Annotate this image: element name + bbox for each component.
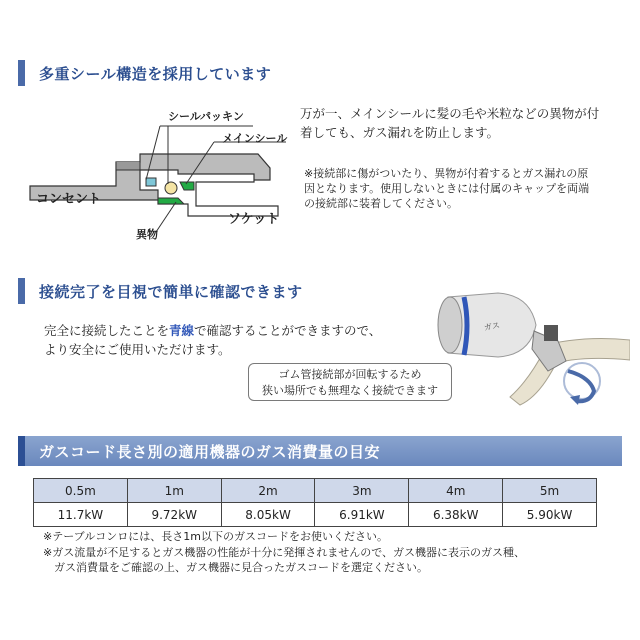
- note-line: ガス消費量をご確認の上、ガス機器に見合ったガスコードを選定ください。: [54, 561, 428, 574]
- plug-gas-mark: ガス: [483, 320, 501, 333]
- section-header-multi-seal: [18, 60, 271, 86]
- text-segment: で確認することができますので、より安全にご使用いただけます。: [44, 323, 382, 357]
- length-cell: 5m: [503, 479, 597, 503]
- label-main-seal: メインシール: [222, 132, 288, 145]
- section-header-gas-consumption: [18, 436, 622, 466]
- length-cell: 0.5m: [34, 479, 128, 503]
- text-segment: 完全に接続したことを: [44, 323, 170, 338]
- length-cell: 3m: [315, 479, 409, 503]
- section-header-visual-check: [18, 278, 303, 304]
- note-line: ※テーブルコンロには、長さ1m以下のガスコードをお使いください。: [43, 530, 388, 543]
- section-title: ガスコード長さ別の適用機器のガス消費量の目安: [39, 442, 381, 461]
- seal-note: ※接続部に傷がついたり、異物が付着するとガス漏れの原因となります。使用しないときには付属のキャップを両端の接続部に装着してください。: [304, 167, 590, 210]
- length-cell: 2m: [221, 479, 315, 503]
- section-marker: [18, 436, 25, 466]
- note-line: ※ガス流量が不足するとガス機器の性能が十分に発揮されませんので、ガス機器に表示のガス種、: [43, 545, 525, 559]
- gas-consumption-table: [33, 478, 597, 527]
- seal-description: 万が一、メインシールに髪の毛や米粒などの異物が付着しても、ガス漏れを防止します。: [300, 106, 600, 140]
- section-marker: [18, 278, 25, 304]
- length-cell: 4m: [409, 479, 503, 503]
- visual-check-description: [44, 321, 384, 359]
- section-title: 接続完了を目視で簡単に確認できます: [39, 282, 303, 301]
- label-outlet: コンセント: [36, 192, 102, 207]
- label-foreign-matter: 異物: [136, 228, 158, 241]
- callout-line: ゴム管接続部が回転するため: [278, 368, 422, 381]
- length-cell: 1m: [127, 479, 221, 503]
- blue-line-highlight: 青線: [169, 323, 195, 338]
- label-seal-packing: シールパッキン: [168, 110, 244, 123]
- consumption-cell: 8.05kW: [221, 503, 315, 527]
- section-marker: [18, 60, 25, 86]
- consumption-cell: 9.72kW: [127, 503, 221, 527]
- table-row-lengths: [34, 479, 597, 503]
- consumption-cell: 11.7kW: [34, 503, 128, 527]
- rotation-callout: [248, 363, 452, 401]
- callout-line: 狭い場所でも無理なく接続できます: [262, 384, 438, 397]
- consumption-cell: 6.38kW: [409, 503, 503, 527]
- section-title: 多重シール構造を採用しています: [39, 64, 272, 83]
- table-row-consumption: [34, 503, 597, 527]
- consumption-cell: 6.91kW: [315, 503, 409, 527]
- consumption-cell: 5.90kW: [503, 503, 597, 527]
- table-notes: [43, 529, 525, 576]
- gas-plug-illustration: [430, 285, 630, 410]
- label-socket: ソケット: [228, 212, 280, 227]
